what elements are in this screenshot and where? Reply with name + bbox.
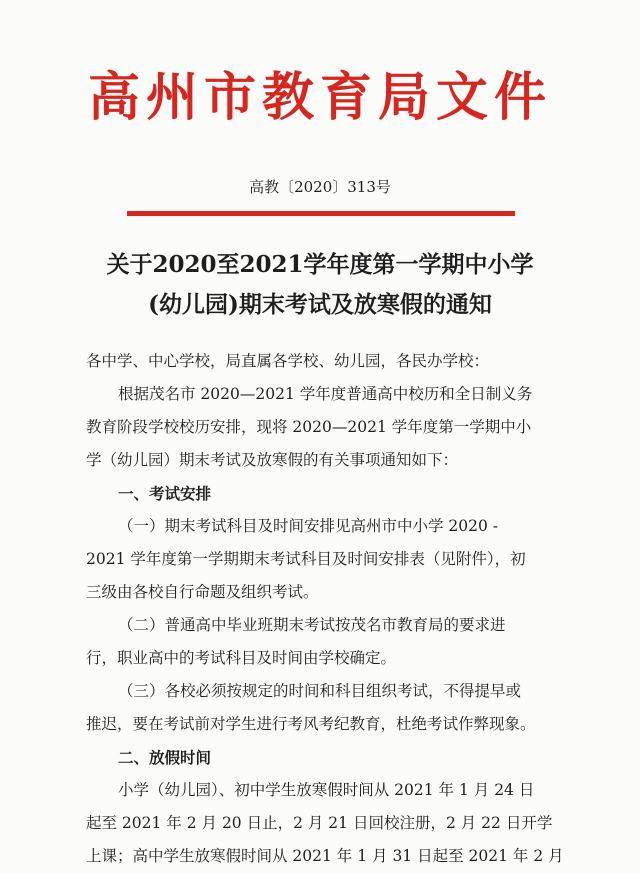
body-line: （三）各校必须按规定的时间和科目组织考试，不得提早或 <box>118 682 522 700</box>
notice-title-line-1: 关于2020至2021学年度第一学期中小学 <box>106 251 534 278</box>
body-line: 起至 2021 年 2 月 20 日止，2 月 21 日回校注册，2 月 22 日开学 <box>86 814 553 832</box>
body-line-salutation: 各中学、中心学校，局直属各学校、幼儿园，各民办学校： <box>86 352 490 370</box>
body-line: 三级由各校自行命题及组织考试。 <box>86 583 319 601</box>
section-heading-exam: 一、考试安排 <box>118 484 212 503</box>
body-line: （二）普通高中毕业班期末考试按茂名市教育局的要求进 <box>118 616 506 634</box>
body-line: 2021 学年度第一学期期末考试科目及时间安排表（见附件），初 <box>86 550 526 568</box>
notice-title-line-2: (幼儿园)期末考试及放寒假的通知 <box>148 291 492 318</box>
org-header-title: 高州市教育局文件 <box>87 68 552 128</box>
red-divider-line <box>127 211 515 216</box>
notice-body <box>86 345 586 873</box>
body-line: 上课；高中学生放寒假时间从 2021 年 1 月 31 日起至 2021 年 2 月 <box>86 847 564 865</box>
body-line: 根据茂名市 2020—2021 学年度普通高中校历和全日制义务 <box>118 385 533 403</box>
body-line: 行，职业高中的考试科目及时间由学校确定。 <box>86 649 397 667</box>
body-line: （一）期末考试科目及时间安排见高州市中小学 2020 - <box>118 517 499 535</box>
body-line: 小学（幼儿园）、初中学生放寒假时间从 2021 年 1 月 24 日 <box>118 781 535 799</box>
body-line: 学（幼儿园）期末考试及放寒假的有关事项通知如下： <box>86 451 459 469</box>
body-line: 教育阶段学校校历安排，现将 2020—2021 学年度第一学期中小 <box>86 418 532 436</box>
section-heading-holiday: 二、放假时间 <box>118 748 212 767</box>
document-number: 高教〔2020〕313号 <box>249 178 391 196</box>
body-line: 推迟，要在考试前对学生进行考风考纪教育，杜绝考试作弊现象。 <box>86 715 536 733</box>
